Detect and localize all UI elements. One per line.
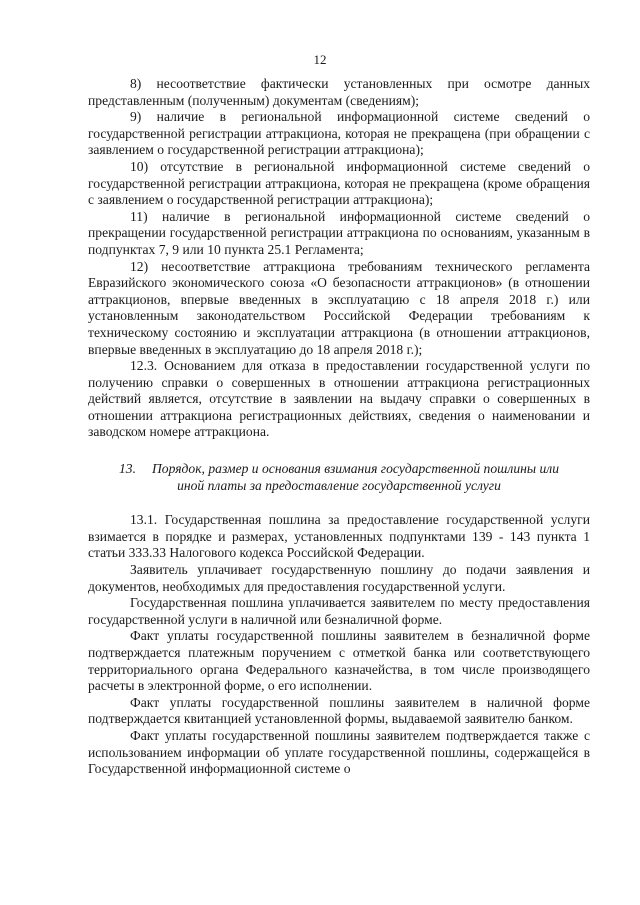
paragraph-13-1: 13.1. Государственная пошлина за предоставление государственной услуги взимается в порядке и размерах, установленных подпунктами 139 - 143 пункта 1 статьи 333.33 Налогового кодекса Российской Федерации. — [88, 512, 590, 561]
page-number: 12 — [313, 52, 327, 67]
paragraph-cash-proof: Факт уплаты государственной пошлины заявителем в наличной форме подтверждается квитанцией установленной формы, выдаваемой заявителю банком. — [88, 694, 590, 727]
paragraph-item-11: 11) наличие в региональной информационной системе сведений о прекращении государственной регистрации аттракциона по основаниям, указанным в подпунктах 7, 9 или 10 пункта 25.1 Регламента; — [88, 208, 590, 257]
section-title: Порядок, размер и основания взимания государственной пошлины или иной платы за предоставление государственной услуги — [151, 461, 560, 493]
paragraph-cashless-proof: Факт уплаты государственной пошлины заявителем в безналичной форме подтверждается платежным поручением с отметкой банка или соответствующего территориального органа Федерального казначейства, в том числе производящего расчеты в электронной форме, о его исполнении. — [88, 628, 590, 694]
paragraph-item-8: 8) несоответствие фактически установленных при осмотре данных представленным (полученным) документам (сведениям); — [88, 76, 590, 108]
paragraph-payment-place: Государственная пошлина уплачивается заявителем по месту предоставления государственной услуги в наличной или безналичной форме. — [88, 595, 590, 627]
paragraph-item-10: 10) отсутствие в региональной информационной системе сведений о государственной регистрации аттракциона, которая не прекращена (кроме обращения с заявлением о государственной регистрации аттракциона); — [88, 158, 590, 208]
paragraph-12-3: 12.3. Основанием для отказа в предоставлении государственной услуги по получению справки о совершенных в отношении аттракциона регистрационных действий является, отсутствие в заявлении на выдачу справки о совершенных в отношении аттракциона регистрационных действиях, сведения о наименовании и заводском номере аттракциона. — [88, 358, 590, 440]
document-body — [88, 76, 590, 778]
paragraph-payment-timing: Заявитель уплачивает государственную пошлину до подачи заявления и документов, необходимых для предоставления государственной услуги. — [88, 562, 590, 594]
section-number: 13. — [118, 461, 136, 477]
paragraph-gis-proof: Факт уплаты государственной пошлины заявителем подтверждается также с использованием информации об уплате государственной пошлины, содержащейся в Государственной информационной системе о — [88, 727, 590, 777]
paragraph-item-12: 12) несоответствие аттракциона требованиям технического регламента Евразийского экономического союза «О безопасности аттракционов» (в отношении аттракционов, впервые введенных в эксплуатацию с 18 апреля 2018 г.) или установленным законодательством Российской Федерации требованиям к техническому состоянию и эксплуатации аттракциона (в отношении аттракционов, впервые введенных в эксплуатацию до 18 апреля 2018 г.); — [88, 258, 590, 357]
paragraph-item-9: 9) наличие в региональной информационной системе сведений о государственной регистрации аттракциона, которая не прекращена (при обращении с заявлением о государственной регистрации аттракциона); — [88, 109, 590, 158]
section-heading — [88, 461, 590, 494]
